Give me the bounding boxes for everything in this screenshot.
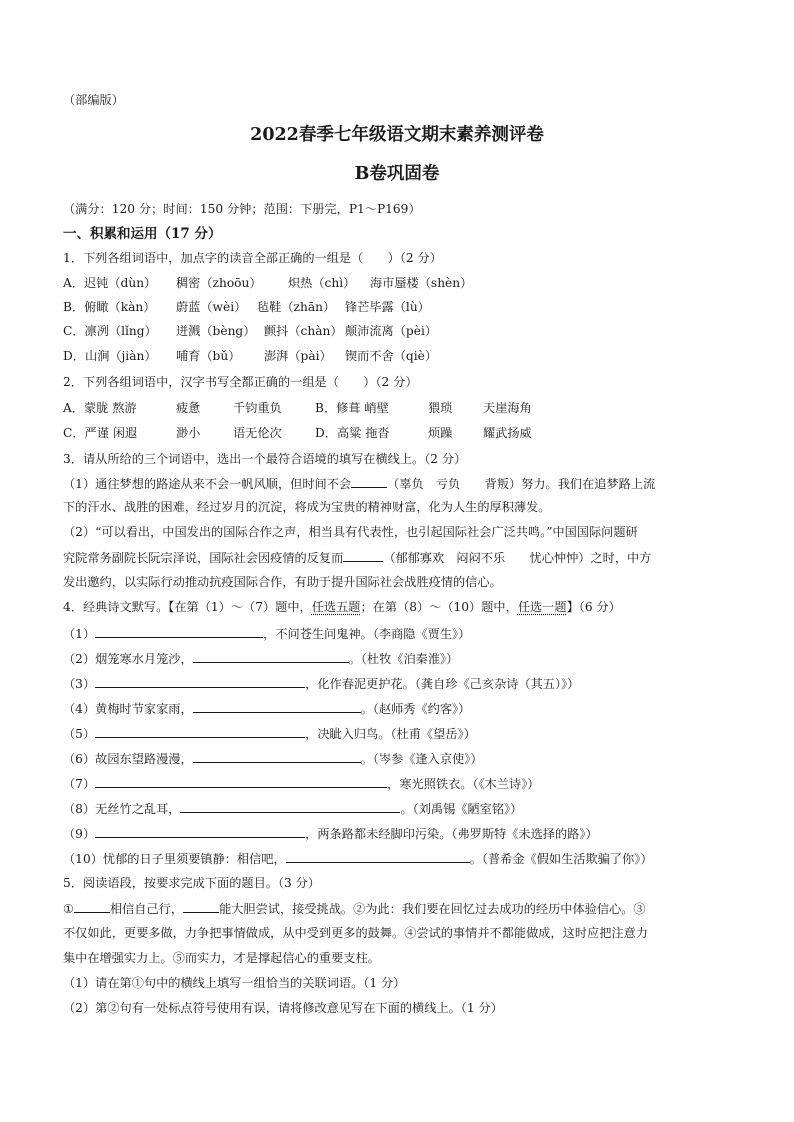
- q4-item-2: [63, 650, 743, 667]
- q5-l1-b: 相信自己行，: [109, 902, 184, 916]
- q4-item-5: [63, 725, 743, 742]
- q4-item-7-post: ，寒光照铁衣。（《木兰诗》）: [387, 777, 540, 791]
- q2-d-1: D．高粱 拖沓: [315, 426, 390, 440]
- q4-item-3-pre: （3）: [63, 677, 96, 691]
- q1-a-2: 稠密（zhoōu）: [176, 276, 262, 290]
- q2-c-1: C．严谨 闲遐: [63, 426, 138, 440]
- q4-item-3: [63, 675, 743, 692]
- q5-l1-c: 能大胆尝试，接受挑战。②为此：我们要在回忆过去成功的经历中体验信心。③: [219, 902, 646, 916]
- q5-blank-2[interactable]: [183, 900, 219, 913]
- q5-stem: 5．阅读语段，按要求完成下面的题目。（3 分）: [63, 876, 321, 890]
- q4-item-1: [63, 625, 743, 642]
- q1-b-1: B．俯瞰（kàn）: [63, 300, 156, 314]
- q4-blank-2[interactable]: [193, 650, 349, 663]
- q2-d-2: 烦躁: [428, 426, 453, 440]
- q4-stem-c: ；在第（8）～（10）题中，: [360, 600, 518, 614]
- exam-title: 2022春季七年级语文期末素养测评卷: [250, 125, 544, 145]
- q1-b-2: 蔚蓝（wèi）: [176, 300, 247, 314]
- q3-blank-1[interactable]: [351, 475, 387, 488]
- q4-item-4-pre: （4）黄梅时节家家雨，: [63, 702, 193, 716]
- q3-p2-text-c: （郁郁寡欢 闷闷不乐 忧心忡忡）之时，中方: [383, 551, 652, 565]
- q4-item-10-post: 。（普希金《假如生活欺骗了你》）: [469, 852, 653, 866]
- q1-b-3: 毡鞋（zhān）: [257, 300, 336, 314]
- q2-b-3: 天崖海角: [483, 401, 532, 415]
- q4-stem-b: 任选五题: [311, 600, 361, 614]
- q3-p1-text-a: （1）通往梦想的路途从来不会一帆风顺，但时间不会: [63, 477, 352, 491]
- q4-item-6-pre: （6）故园东望路漫漫，: [63, 752, 193, 766]
- q2-a-1: A．蒙胧 熬游: [63, 401, 137, 415]
- q4-blank-5[interactable]: [95, 725, 305, 738]
- q3-blank-2[interactable]: [343, 549, 383, 562]
- q4-blank-10[interactable]: [286, 850, 470, 863]
- q4-item-6: [63, 750, 743, 767]
- q2-c-3: 语无伦次: [233, 426, 282, 440]
- q3-stem: 3．请从所给的三个词语中，选出一个最符合语境的填写在横线上。（2 分）: [63, 452, 467, 466]
- q2-d-3: 耀武扬威: [483, 426, 532, 440]
- q4-item-8: [63, 800, 743, 817]
- q1-d-1: D．山涧（jiàn）: [63, 349, 157, 363]
- q1-c-2: 迸溅（bèng）: [176, 324, 256, 338]
- q3-p2-text-b: 究院常务副院长阮宗泽说，国际社会因疫情的反复而: [63, 551, 344, 565]
- q4-item-1-post: ，不问苍生问鬼神。（李商隐《贾生》）: [263, 627, 471, 641]
- q2-b-1: B．修葺 峭壁: [315, 401, 389, 415]
- q4-blank-4[interactable]: [193, 700, 361, 713]
- q1-a-3: 炽热（chì）: [288, 276, 356, 290]
- q4-item-8-pre: （8）无丝竹之乱耳，: [63, 802, 181, 816]
- q1-d-4: 锲而不舍（qiè）: [345, 349, 438, 363]
- q2-a-2: 疲惫: [176, 401, 201, 415]
- q4-blank-9[interactable]: [95, 825, 305, 838]
- q2-stem: 2．下列各组词语中，汉字书写全都正确的一组是（ ）（2 分）: [63, 375, 418, 389]
- q1-c-4: 颠沛流离（pèi）: [345, 324, 438, 338]
- q5-passage-line2: 不仅如此，更要多做，力争把事情做成，从中受到更多的鼓舞。④尝试的事情并不都能做成，这时应把注意力: [63, 926, 648, 940]
- q4-stem-a: 4．经典诗文默写。【在第（1）～（7）题中，: [63, 600, 312, 614]
- q4-item-10-pre: （10）忧郁的日子里须要镇静：相信吧，: [63, 852, 286, 866]
- q4-item-5-post: ，决眦入归鸟。（杜甫《望岳》）: [305, 727, 476, 741]
- q1-a-1: A．迟钝（dùn）: [63, 276, 157, 290]
- exam-info: （满分：120 分；时间：150 分钟；范围：下册完，P1～P169）: [63, 202, 421, 216]
- q3-p1-line1: [63, 475, 743, 492]
- q3-p1-text-b: （辜负 亏负 背叛）努力。我们在追梦路上流: [387, 477, 656, 491]
- q4-blank-3[interactable]: [95, 675, 305, 688]
- q4-stem: [63, 599, 743, 615]
- q4-item-9-pre: （9）: [63, 827, 96, 841]
- q4-item-1-pre: （1）: [63, 627, 96, 641]
- q1-c-3: 颤抖（chàn）: [264, 324, 343, 338]
- q3-p1-line2: 下的汗水、战胜的困难，经过岁月的沉淀，将成为宝贵的精神财富，化为人生的厚积薄发。: [63, 500, 551, 514]
- q3-p2-line1: （2）“可以看出，中国发出的国际合作之声，相当具有代表性，也引起国际社会广泛共鸣。”中国国际问题研: [63, 525, 638, 539]
- q4-item-8-post: 。（刘禹锡《陋室铭》）: [400, 802, 523, 816]
- edition-label: （部编版）: [63, 93, 124, 107]
- q1-d-3: 澎湃（pài）: [264, 349, 332, 363]
- q5-blank-1[interactable]: [74, 900, 110, 913]
- q1-d-2: 哺育（bǔ）: [176, 349, 241, 363]
- q4-stem-e: 】（6 分）: [566, 600, 621, 614]
- q3-p2-line2: [63, 549, 743, 566]
- q5-passage-line1: [63, 900, 743, 917]
- q5-passage-line3: 集中在增强实力上。⑤而实力，才是撑起信心的重要支柱。: [63, 951, 380, 965]
- q4-blank-7[interactable]: [95, 775, 387, 788]
- q4-blank-6[interactable]: [193, 750, 361, 763]
- q1-c-1: C．凛冽（lǐng）: [63, 324, 157, 338]
- exam-subtitle: B卷巩固卷: [354, 164, 440, 184]
- q4-item-7-pre: （7）: [63, 777, 96, 791]
- q4-blank-8[interactable]: [180, 800, 400, 813]
- q4-item-9: [63, 825, 743, 842]
- q4-item-4-post: 。（赵师秀《约客》）: [360, 702, 471, 716]
- q4-item-2-pre: （2）烟笼寒水月笼沙，: [63, 652, 193, 666]
- section-title: 一、积累和运用（17 分）: [63, 226, 222, 242]
- q5-sub-1: （1）请在第①句中的横线上填写一组恰当的关联词语。（1 分）: [63, 976, 406, 990]
- q1-b-4: 锋芒毕露（lù）: [345, 300, 430, 314]
- q4-item-3-post: ，化作春泥更护花。（龚自珍《己亥杂诗（其五）》）: [305, 677, 580, 691]
- q2-c-2: 渺小: [176, 426, 201, 440]
- q4-item-9-post: ，两条路都未经脚印污染。（弗罗斯特《未选择的路》）: [305, 827, 598, 841]
- q1-stem: 1．下列各组词语中，加点字的读音全部正确的一组是（ ）（2 分）: [63, 251, 442, 265]
- q2-a-3: 千钧重负: [233, 401, 282, 415]
- q4-blank-1[interactable]: [95, 625, 263, 638]
- q5-sub-2: （2）第②句有一处标点符号使用有误，请将修改意见写在下面的横线上。（1 分）: [63, 1001, 503, 1015]
- q4-item-2-post: 。（杜牧《泊秦淮》）: [348, 652, 459, 666]
- q4-item-4: [63, 700, 743, 717]
- q4-item-10: [63, 850, 743, 867]
- q5-l1-a: ①: [63, 902, 74, 916]
- q4-item-5-pre: （5）: [63, 727, 96, 741]
- q3-p2-line3: 发出邀约，以实际行动推动抗疫国际合作，有助于提升国际社会战胜疫情的信心。: [63, 575, 502, 589]
- q1-a-4: 海市蜃楼（shèn）: [370, 276, 473, 290]
- q4-item-6-post: 。（岑参《逢入京使》）: [360, 752, 483, 766]
- q4-item-7: [63, 775, 743, 792]
- q4-stem-d: 任选一题: [517, 600, 567, 614]
- q2-b-2: 猥琐: [428, 401, 453, 415]
